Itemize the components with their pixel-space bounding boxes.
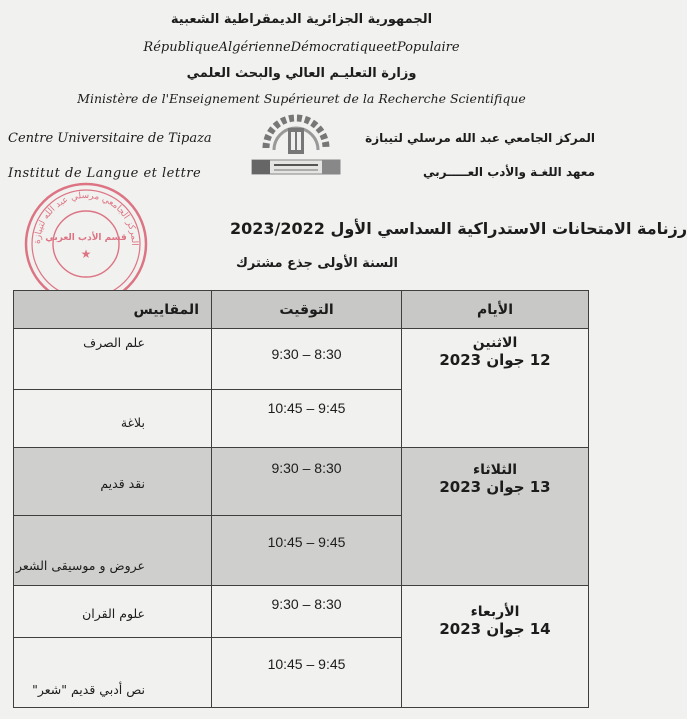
- time-cell: [212, 516, 402, 586]
- day-cell: [402, 329, 589, 448]
- day-cell: [402, 448, 589, 586]
- time-cell: [212, 390, 402, 448]
- time-text: 9:30 – 8:30: [271, 346, 342, 362]
- time-text: 9:30 – 8:30: [271, 596, 342, 612]
- table-row: [14, 329, 589, 390]
- day-date: 13 جوان 2023: [439, 478, 551, 496]
- stamp-center-text: قسم الأدب العربي: [45, 233, 127, 243]
- table-row: [14, 448, 589, 516]
- header-republic-ar: الجمهورية الجزائرية الديمقراطية الشعبية: [170, 12, 433, 27]
- exam-schedule-table: [13, 290, 589, 708]
- header-ministry-fr: Ministère de l'Enseignement Supérieuret de la Recherche Scientifique: [77, 91, 526, 106]
- subject-cell: [14, 448, 212, 516]
- university-logo: [244, 114, 348, 182]
- time-cell: [212, 448, 402, 516]
- subject-cell: [14, 329, 212, 390]
- page-title: رزنامة الامتحانات الاستدراكية السداسي الأول 2023/2022: [230, 219, 687, 238]
- subject-cell: [14, 586, 212, 638]
- header-timing: التوقيت: [212, 291, 402, 329]
- table-row: [14, 586, 589, 638]
- time-text: 10:45 – 9:45: [267, 400, 346, 416]
- header-days: الأيام: [402, 291, 589, 329]
- subject-cell: [14, 638, 212, 708]
- day-date: 12 جوان 2023: [439, 351, 551, 369]
- page-subtitle: السنة الأولى جذع مشترك: [236, 256, 398, 271]
- header-republic-fr: RépubliqueAlgérienneDémocratiqueetPopulaire: [143, 40, 460, 55]
- header-subjects: المقاييس: [14, 291, 212, 329]
- centre-name-ar: المركز الجامعي عبد الله مرسلي لتيبازة: [365, 131, 595, 145]
- centre-name-fr: Centre Universitaire de Tipaza: [8, 131, 212, 146]
- subject-text: نقد قديم: [100, 476, 145, 491]
- time-text: 10:45 – 9:45: [267, 656, 346, 672]
- time-cell: [212, 586, 402, 638]
- institut-name-fr: Institut de Langue et lettre: [8, 166, 202, 181]
- subject-text: علم الصرف: [83, 335, 145, 350]
- official-stamp: [22, 180, 150, 308]
- subject-text: علوم القران: [82, 606, 145, 621]
- subject-text: نص أدبي قديم "شعر": [32, 682, 145, 697]
- day-date: 14 جوان 2023: [439, 620, 551, 638]
- subject-cell: [14, 390, 212, 448]
- table-header-row: [14, 291, 589, 329]
- time-cell: [212, 638, 402, 708]
- time-text: 9:30 – 8:30: [271, 460, 342, 476]
- subject-cell: [14, 516, 212, 586]
- svg-text:★: ★: [80, 247, 92, 261]
- day-name: الاثنين: [472, 335, 518, 351]
- institut-name-ar: معهد اللغـة والأدب العـــــربي: [423, 165, 595, 179]
- day-cell: [402, 586, 589, 708]
- time-cell: [212, 329, 402, 390]
- time-text: 10:45 – 9:45: [267, 534, 346, 550]
- subject-text: بلاغة: [120, 415, 145, 430]
- stamp-ring-text: المركز الجامعي مرسلي عبد الله لتيبازة: [32, 190, 140, 246]
- day-name: الأربعاء: [470, 604, 520, 620]
- header-ministry-ar: وزارة التعليـم العالي والبحث العلمي: [186, 66, 417, 81]
- day-name: الثلاثاء: [472, 462, 518, 478]
- subject-text: عروض و موسيقى الشعر: [16, 558, 145, 573]
